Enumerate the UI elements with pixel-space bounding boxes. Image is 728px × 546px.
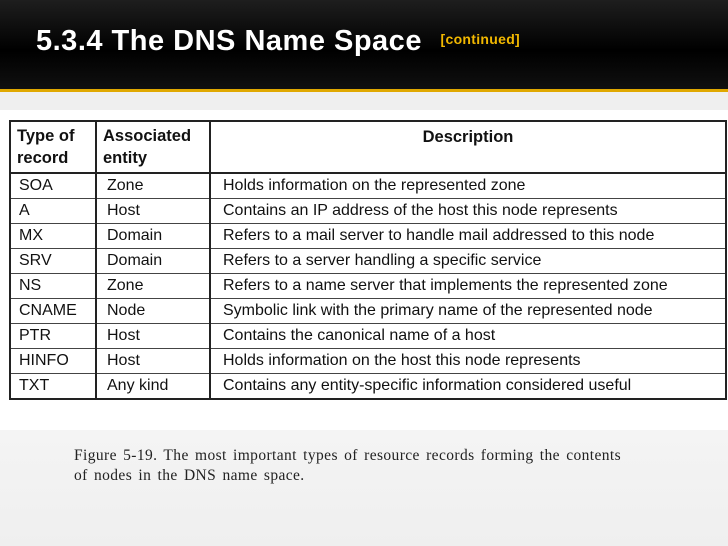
- record-type-cell: A: [10, 199, 96, 224]
- table-row: [10, 249, 726, 274]
- record-type-cell: PTR: [10, 324, 96, 349]
- table-row: [10, 224, 726, 249]
- associated-entity-cell: Host: [96, 199, 210, 224]
- associated-entity-cell: Node: [96, 299, 210, 324]
- table-row: [10, 173, 726, 199]
- description-cell: Refers to a mail server to handle mail addressed to this node: [210, 224, 726, 249]
- associated-entity-cell: Any kind: [96, 374, 210, 400]
- header-associated-entity: Associated entity: [96, 121, 210, 173]
- description-cell: Contains any entity-specific information considered useful: [210, 374, 726, 400]
- record-type-cell: SRV: [10, 249, 96, 274]
- description-cell: Contains an IP address of the host this node represents: [210, 199, 726, 224]
- associated-entity-cell: Host: [96, 324, 210, 349]
- resource-records-table: [9, 120, 727, 400]
- description-cell: Refers to a server handling a specific service: [210, 249, 726, 274]
- description-cell: Symbolic link with the primary name of the represented node: [210, 299, 726, 324]
- associated-entity-cell: Host: [96, 349, 210, 374]
- table-header-row: [10, 121, 726, 173]
- table-row: [10, 324, 726, 349]
- record-type-cell: TXT: [10, 374, 96, 400]
- table-row: [10, 374, 726, 400]
- table-body: [10, 173, 726, 399]
- caption-line-1: Figure 5-19. The most important types of resource records forming the contents: [74, 447, 622, 464]
- record-type-cell: MX: [10, 224, 96, 249]
- record-type-cell: SOA: [10, 173, 96, 199]
- associated-entity-cell: Zone: [96, 274, 210, 299]
- description-cell: Refers to a name server that implements the represented zone: [210, 274, 726, 299]
- slide-title-suffix: [continued]: [440, 31, 521, 47]
- associated-entity-cell: Domain: [96, 249, 210, 274]
- description-cell: Holds information on the represented zone: [210, 173, 726, 199]
- description-cell: Holds information on the host this node represents: [210, 349, 726, 374]
- description-cell: Contains the canonical name of a host: [210, 324, 726, 349]
- header-description: Description: [210, 121, 726, 173]
- associated-entity-cell: Zone: [96, 173, 210, 199]
- record-type-cell: NS: [10, 274, 96, 299]
- table-row: [10, 274, 726, 299]
- associated-entity-cell: Domain: [96, 224, 210, 249]
- table-row: [10, 299, 726, 324]
- table-row: [10, 349, 726, 374]
- header-type-of-record: Type of record: [10, 121, 96, 173]
- slide-title-text: 5.3.4 The DNS Name Space: [36, 25, 422, 57]
- record-type-cell: CNAME: [10, 299, 96, 324]
- header-accent-line: [0, 89, 728, 92]
- figure-caption: [74, 446, 674, 486]
- record-type-cell: HINFO: [10, 349, 96, 374]
- table-row: [10, 199, 726, 224]
- caption-line-2: of nodes in the DNS name space.: [74, 467, 305, 484]
- slide-header: [0, 0, 728, 92]
- slide-title: [36, 25, 520, 58]
